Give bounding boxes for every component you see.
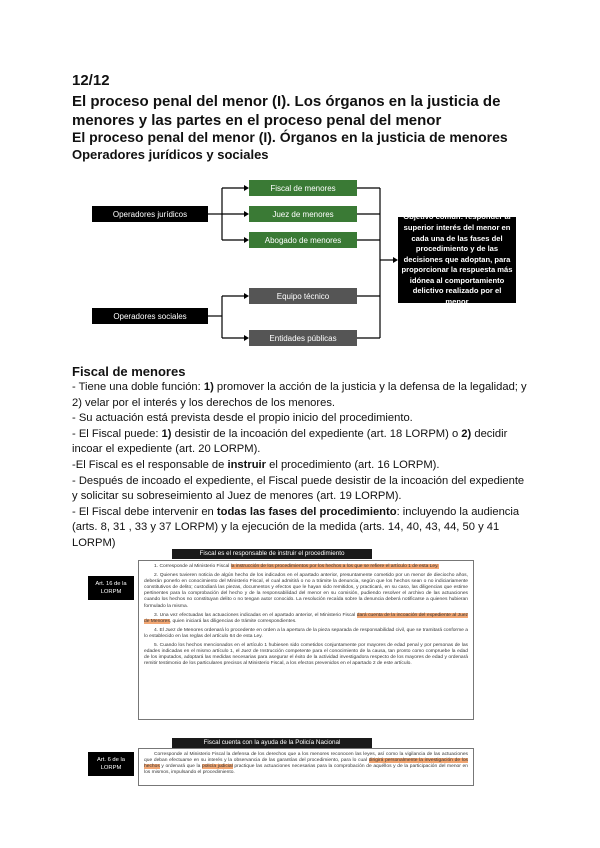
fiscal-box: Fiscal de menores [249, 180, 357, 196]
judge-box: Juez de menores [249, 206, 357, 222]
fiscal-point-4: -El Fiscal es el responsable de instruir el procedimiento (art. 16 LORPM). [72, 458, 440, 471]
fiscal-point-5: - Después de incoado el expediente, el Fiscal puede desistir de la incoación del expediente y solicitar su sobreseimiento al Juez de menores (art. 19 LORPM). [72, 474, 525, 503]
page-number: 12/12 [72, 72, 110, 89]
excerpt-1-header: Fiscal es el responsable de instruir el procedimiento [172, 549, 372, 559]
social-operators-box: Operadores sociales [92, 308, 208, 324]
excerpt-1-article-label: Art. 16 de la LORPM [88, 576, 134, 600]
excerpt-2-text: Corresponde al Ministerio Fiscal la defensa de los derechos que a los menores reconocen las leyes, así como la vigilancia de las actuaciones que deban efectuarse en su interés y la observancia de las garantías del procedimiento, para lo cual dirigirá personalmente la investigación de los hechos y ordenará que la policía judicial practique las actuaciones necesarias para la comprobación de aquéllos y de la participación del menor en los mismos, impulsando el procedimiento. [138, 748, 474, 786]
excerpt-2-article-label: Art. 6 de la LORPM [88, 752, 134, 776]
section-title: Operadores jurídicos y sociales [72, 147, 269, 162]
excerpt-2-header: Fiscal cuenta con la ayuda de la Policía Nacional [172, 738, 372, 748]
fiscal-point-1: - Tiene una doble función: 1) promover la acción de la justicia y la defensa de la legalidad; y 2) velar por el interés y los derechos de los menores. [72, 381, 527, 409]
fiscal-point-2: - Su actuación está prevista desde el propio inicio del procedimiento. [72, 412, 413, 425]
fiscal-heading: Fiscal de menores [72, 364, 186, 379]
fiscal-point-6: - El Fiscal debe intervenir en todas las fases del procedimiento: incluyendo la audiencia (arts. 8, 31 , 33 y 37 LORPM) y la ejecución de la medida (arts. 14, 40, 43, 44, 50 y 41 LORPM) [72, 505, 520, 549]
fiscal-body [72, 380, 532, 552]
public-entities-box: Entidades públicas [249, 330, 357, 346]
page-title: El proceso penal del menor (I). Los órganos en la justicia de menores y las partes en el proceso penal del menor [72, 93, 501, 129]
lawyer-box: Abogado de menores [249, 232, 357, 248]
page-subtitle: El proceso penal del menor (I). Órganos en la justicia de menores [72, 129, 508, 145]
legal-operators-box: Operadores jurídicos [92, 206, 208, 222]
fiscal-point-3: - El Fiscal puede: 1) desistir de la incoación del expediente (art. 18 LORPM) o 2) decidir incoar el expediente (art. 20 LORPM). [72, 427, 508, 456]
excerpt-1-text: 1. Corresponde al Ministerio Fiscal la instrucción de los procedimientos por los hechos a los que se refiere el artículo 1 de esta Ley. 2. Quienes tuvieren noticia de algún hecho de los indicados en el apartado anterior, presuntamente cometido por un menor de dieciocho años, deberán ponerlo en conocimiento del Ministerio Fiscal, el cual admitirá o no a trámite la denuncia, según que los hechos sean o no indiciariamente constitutivos de delito; custodiará las piezas, documentos y efectos que le hayan sido remitidos, y practicará, en su caso, las diligencias que estime pertinentes para la comprobación del hecho y de la responsabilidad del menor en su comisión, pudiendo resolver el archivo de las actuaciones cuando los hechos no constituyan delito o no tengan autor conocido. La resolución recaída sobre la denuncia deberá notificarse a quienes hubieran formulado la misma. 3. Una vez efectuadas las actuaciones indicadas en el apartado anterior, el Ministerio Fiscal dará cuenta de la incoación del expediente al Juez de Menores, quien iniciará las diligencias de trámite correspondientes. 4. El Juez de Menores ordenará lo procedente en orden a la apertura de la pieza separada de responsabilidad civil, que se tramitará conforme a lo establecido en las reglas del artículo 64 de esta Ley. 5. Cuando los hechos mencionados en el artículo 1 hubiesen sido cometidos conjuntamente por mayores de edad penal y por personas de las edades indicadas en el mismo artículo 1, el Juez de Instrucción competente para el conocimiento de la causa, tan pronto como compruebe la edad de los imputados, adoptará las medidas necesarias para asegurar el éxito de la actividad investigadora respecto de los mayores de edad y ordenará remitir testimonio de los particulares precisos al Ministerio Fiscal, a los efectos prevenidos en el apartado 2 de este artículo. [138, 560, 474, 720]
common-goal-box: Objetivo común: responder al superior interés del menor en cada una de las fases del procedimiento y de las decisiones que adoptan, para proporcionar la respuesta más idónea al comportamiento delictivo realizado por el menor [398, 217, 516, 303]
technical-team-box: Equipo técnico [249, 288, 357, 304]
